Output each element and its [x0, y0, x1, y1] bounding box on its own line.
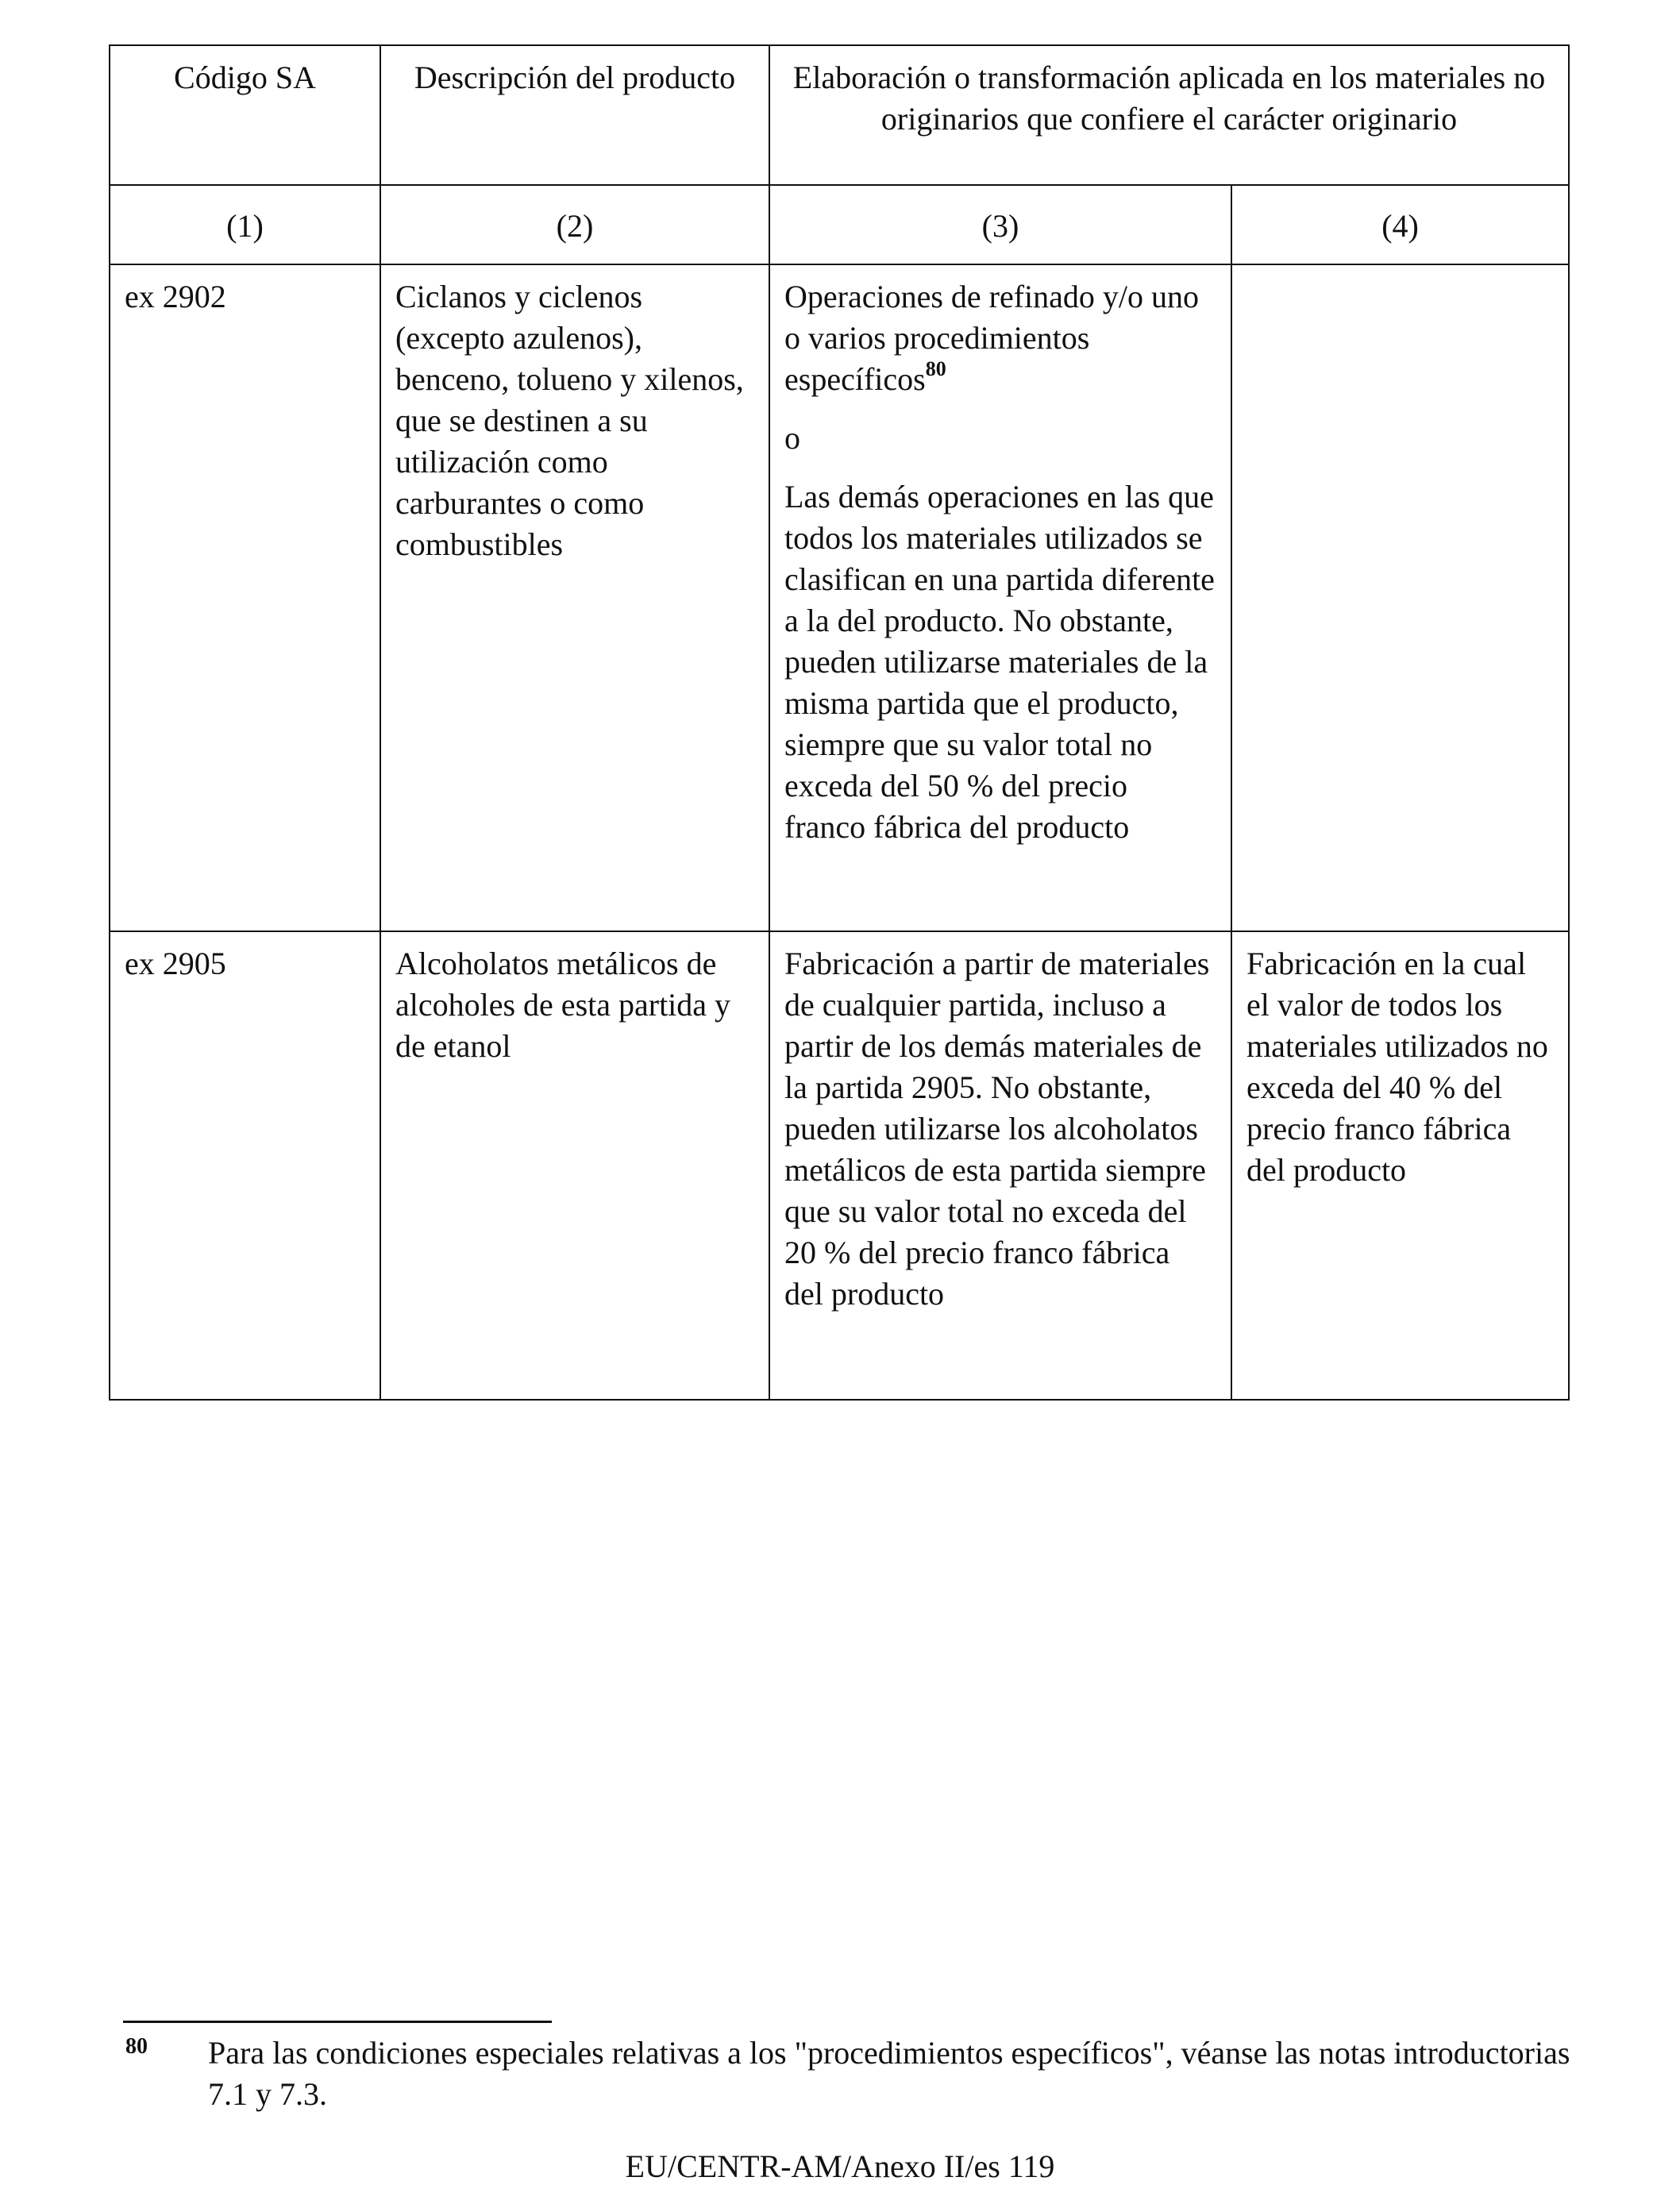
table-header-row [110, 45, 1569, 185]
origin-rules-table [109, 44, 1570, 1401]
footnote-reference[interactable]: 80 [925, 357, 946, 380]
rule-text-part1 [784, 276, 1216, 400]
page-footer: EU/CENTR-AM/Anexo II/es 119 [625, 2148, 1055, 2184]
column-number-3: (3) [769, 185, 1231, 264]
hs-code-cell: ex 2905 [110, 931, 380, 1400]
footnote-separator [123, 2021, 552, 2023]
header-product-description: Descripción del producto [380, 45, 769, 185]
rule-text-or: o [784, 420, 800, 456]
hs-code-cell: ex 2902 [110, 264, 380, 931]
column-number-4: (4) [1231, 185, 1569, 264]
spacer [784, 459, 1216, 476]
header-working-or-processing: Elaboración o transformación aplicada en los materiales no originarios que confiere el carácter originario [769, 45, 1569, 185]
rule-text-part1-body: Operaciones de refinado y/o uno o varios procedimientos específicos [784, 279, 1200, 397]
description-cell: Alcoholatos metálicos de alcoholes de esta partida y de etanol [380, 931, 769, 1400]
header-hs-code: Código SA [110, 45, 380, 185]
table-row [110, 264, 1569, 931]
spacer [784, 400, 1216, 418]
rule-col4-cell [1231, 264, 1569, 931]
column-number-2: (2) [380, 185, 769, 264]
rule-col4-cell: Fabricación en la cual el valor de todos los materiales utilizados no exceda del 40 % del precio franco fábrica del producto [1231, 931, 1569, 1400]
footnote-text: Para las condiciones especiales relativas a los "procedimientos específicos", véanse las notas introductorias 7.1 y 7.3. [208, 2035, 1570, 2112]
description-cell: Ciclanos y ciclenos (excepto azulenos), benceno, tolueno y xilenos, que se destinen a su utilización como carburantes o como combustibles [380, 264, 769, 931]
rule-col3-cell [769, 264, 1231, 931]
column-number-row [110, 185, 1569, 264]
footnote-number: 80 [125, 2034, 148, 2059]
rule-text-part2: Las demás operaciones en las que todos los materiales utilizados se clasifican en una partida diferente a la del producto. No obstante, pueden utilizarse materiales de la misma partida que el producto, siempre que su valor total no exceda del 50 % del precio franco fábrica del producto [784, 479, 1215, 845]
table-row [110, 931, 1569, 1400]
rule-col3-cell: Fabricación a partir de materiales de cualquier partida, incluso a partir de los demás materiales de la partida 2905. No obstante, pueden utilizarse los alcoholatos metálicos de esta partida siempre que su valor total no exceda del 20 % del precio franco fábrica del producto [769, 931, 1231, 1400]
column-number-1: (1) [110, 185, 380, 264]
